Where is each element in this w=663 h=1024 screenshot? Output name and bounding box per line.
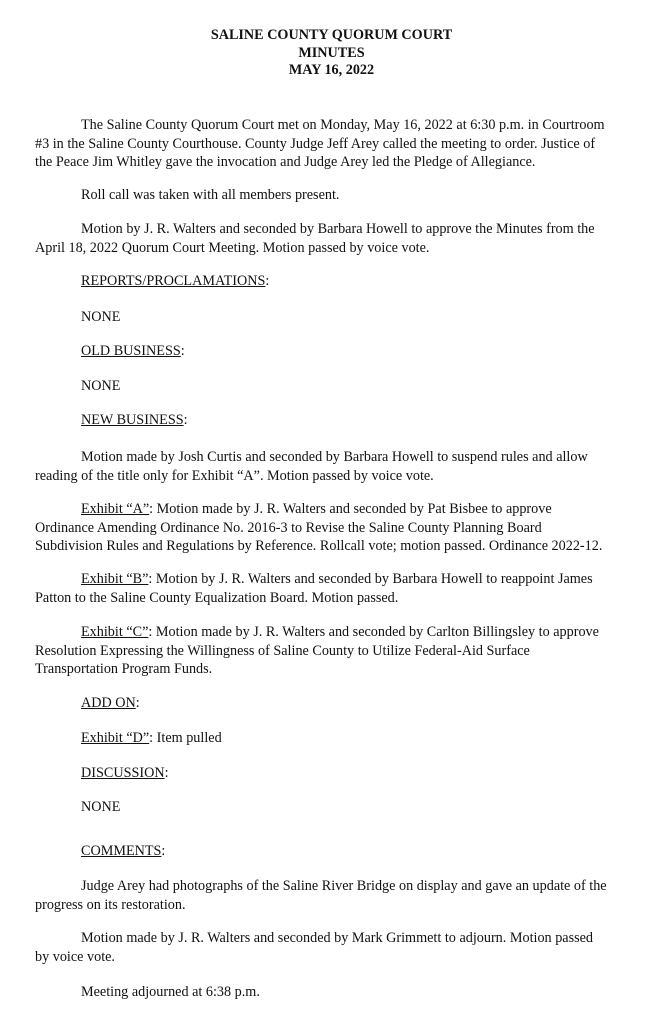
new-business-heading-colon: :	[183, 412, 188, 428]
exhibit-a-text: : Motion made by J. R. Walters and seconded by Pat Bisbee to approve	[149, 501, 552, 517]
intro-line-3: the Peace Jim Whitley gave the invocation and Judge Arey led the Pledge of Allegiance.	[35, 154, 536, 170]
reports-heading	[81, 272, 269, 290]
exhibit-b-paragraph	[35, 570, 635, 607]
comments-heading	[81, 842, 165, 860]
discussion-value: NONE	[81, 799, 121, 815]
exhibit-c-line-2: Resolution Expressing the Willingness of Saline County to Utilize Federal-Aid Surface	[35, 642, 530, 659]
bridge-comment-line-2: progress on its restoration.	[35, 896, 186, 913]
discussion-heading-label: DISCUSSION	[81, 765, 165, 781]
minutes-motion-line-1: Motion by J. R. Walters and seconded by Barbara Howell to approve the Minutes from the	[81, 221, 595, 237]
exhibit-c-text: : Motion made by J. R. Walters and seconded by Carlton Billingsley to approve	[148, 624, 599, 640]
bridge-comment-paragraph	[35, 877, 635, 914]
header-date: MAY 16, 2022	[288, 62, 375, 78]
old-business-heading	[81, 342, 185, 360]
exhibit-c-line-1	[35, 623, 635, 642]
roll-call-paragraph	[35, 186, 635, 205]
exhibit-c-paragraph	[35, 623, 635, 679]
document-header	[0, 27, 663, 80]
new-business-heading	[81, 411, 188, 429]
intro-line-1: The Saline County Quorum Court met on Monday, May 16, 2022 at 6:30 p.m. in Courtroom	[81, 117, 605, 133]
exhibit-a-paragraph	[35, 500, 635, 556]
suspend-rules-paragraph	[35, 448, 635, 485]
reports-heading-label: REPORTS/PROCLAMATIONS	[81, 273, 266, 289]
adjourn-motion-paragraph	[35, 929, 635, 966]
exhibit-b-text: : Motion by J. R. Walters and seconded by Barbara Howell to reappoint James	[148, 571, 593, 587]
bridge-comment-line-1: Judge Arey had photographs of the Saline River Bridge on display and gave an update of the	[81, 878, 607, 894]
exhibit-d-line	[81, 729, 222, 747]
new-business-heading-label: NEW BUSINESS	[81, 412, 184, 428]
exhibit-d-text: : Item pulled	[149, 730, 222, 746]
intro-paragraph	[35, 116, 635, 172]
exhibit-b-label: Exhibit “B”	[81, 571, 149, 587]
adjourn-motion-line-2: by voice vote.	[35, 948, 115, 965]
exhibit-c-line-3: Transportation Program Funds.	[35, 661, 213, 677]
reports-heading-colon: :	[265, 273, 270, 289]
exhibit-a-line-1	[35, 500, 635, 519]
old-business-value: NONE	[81, 378, 121, 394]
add-on-heading	[81, 694, 140, 712]
add-on-heading-label: ADD ON	[81, 695, 136, 711]
minutes-motion-paragraph	[35, 220, 635, 257]
reports-value: NONE	[81, 309, 121, 325]
header-subtitle: MINUTES	[298, 44, 365, 61]
suspend-rules-line-1: Motion made by Josh Curtis and seconded by Barbara Howell to suspend rules and allow	[81, 449, 588, 465]
intro-line-2: #3 in the Saline County Courthouse. County Judge Jeff Arey called the meeting to order. Justice of	[35, 135, 596, 152]
exhibit-a-label: Exhibit “A”	[81, 501, 150, 517]
adjourned-paragraph	[35, 983, 635, 1002]
exhibit-d-label: Exhibit “D”	[81, 730, 150, 746]
old-business-heading-colon: :	[180, 343, 185, 359]
comments-heading-colon: :	[161, 843, 166, 859]
adjourn-motion-line-1: Motion made by J. R. Walters and seconded by Mark Grimmett to adjourn. Motion passed	[81, 930, 594, 946]
add-on-heading-colon: :	[135, 695, 140, 711]
old-business-heading-label: OLD BUSINESS	[81, 343, 181, 359]
comments-heading-label: COMMENTS	[81, 843, 162, 859]
suspend-rules-line-2: reading of the title only for Exhibit “A”. Motion passed by voice vote.	[35, 467, 434, 484]
exhibit-a-line-2: Ordinance Amending Ordinance No. 2016-3 to Revise the Saline County Planning Board	[35, 519, 542, 536]
header-title: SALINE COUNTY QUORUM COURT	[210, 27, 453, 43]
exhibit-c-label: Exhibit “C”	[81, 624, 149, 640]
adjourned-text: Meeting adjourned at 6:38 p.m.	[81, 984, 260, 1000]
minutes-motion-line-2: April 18, 2022 Quorum Court Meeting. Motion passed by voice vote.	[35, 239, 430, 256]
discussion-heading-colon: :	[164, 765, 169, 781]
discussion-heading	[81, 764, 169, 782]
exhibit-b-line-1	[35, 570, 635, 589]
exhibit-a-line-3: Subdivision Rules and Regulations by Reference. Rollcall vote; motion passed. Ordinance 2022-12.	[35, 538, 603, 554]
roll-call-text: Roll call was taken with all members present.	[81, 187, 340, 203]
exhibit-b-line-2: Patton to the Saline County Equalization Board. Motion passed.	[35, 589, 399, 606]
